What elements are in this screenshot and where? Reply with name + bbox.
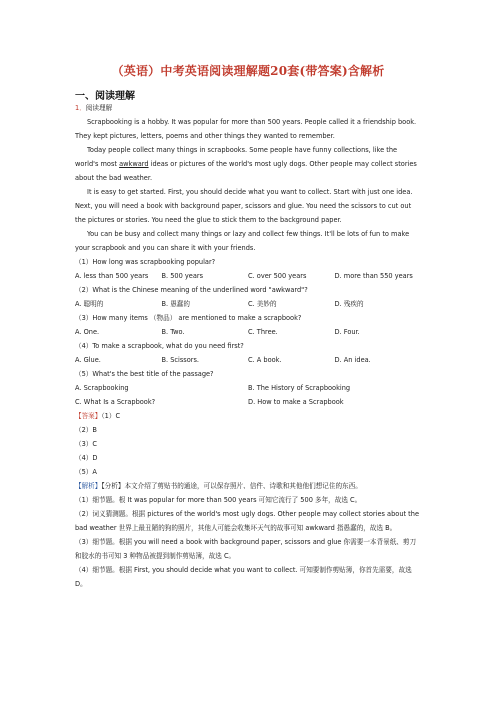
answer-item: （2）B [75,426,97,434]
option: A. One. [75,328,100,336]
option: A. 聪明的 [75,300,104,308]
option: D. An idea. [334,356,371,364]
explanation: （2）词义猜测题。根据 pictures of the world's most ugly dogs. Other people may collect stories about the bad weather 世界上最丑陋的狗的照片，其他人可能会收集坏天气的故事可知 awkward 指愚蠢的，故选 B。 [75,510,419,532]
option: B. Two. [161,328,185,336]
option: C. 美妙的 [248,300,277,308]
passage-paragraph: You can be busy and collect many things or lazy and collect few things. It'll be lots of fun to make your scrapbook and you can share it with your friends. [75,230,410,252]
question-number: 1． [75,104,86,112]
answer-line [75,409,421,423]
answer-label: 【答案】 [75,412,102,420]
question-text: （5）What's the best title of the passage? [75,370,214,378]
question-text: （1）How long was scrapbooking popular? [75,258,216,266]
page-title: （英语）中考英语阅读理解题20套(带答案)含解析 [111,64,385,78]
document-body [75,101,421,591]
question-text: （2）What is the Chinese meaning of the underlined word "awkward"? [75,286,308,294]
section-heading: 一、阅读理解 [75,91,135,102]
analysis-label: 【解析】 [75,482,102,490]
option: C. over 500 years [248,272,307,280]
analysis-intro: 【分析】本文介绍了剪贴书的通途，可以保存照片、信件、诗歌和其他他们想记住的东西。 [101,482,362,490]
option: D. 残疾的 [334,300,364,308]
option: D. How to make a Scrapbook [248,398,344,406]
explanation: （1）细节题。根 It was popular for more than 500 years 可知它流行了 500 多年，故选 C。 [75,496,362,504]
question-header [75,101,421,115]
option: C. What Is a Scrapbook? [75,398,156,406]
option-row [75,325,421,339]
option-row [75,269,421,283]
question-text: （3）How many items （物品） are mentioned to make a scrapbook? [75,314,302,322]
explanation: （4）细节题。根据 First, you should decide what you want to collect. 可知要制作剪贴簿，你首先需要，故选 D。 [75,566,412,588]
answer-item: （5）A [75,468,97,476]
answer-item: （4）D [75,454,98,462]
passage-paragraph: Today people collect many things in scrapbooks. Some people have funny collections, like the world's most awkward ideas or pictures of the world's most ugly dogs. Other people may collect stories about the bad weather. [75,146,417,182]
option: C. A book. [248,356,282,364]
option: B. 愚蠢的 [161,300,190,308]
answer-item: （3）C [75,440,97,448]
passage-paragraph: It is easy to get started. First, you should decide what you want to collect. Start with just one idea. Next, you will need a book with background paper, scissors and glue. You need the scissors to cut out the pictures or stories. You need the glue to stick them to the background paper. [75,188,413,224]
option: D. more than 550 years [334,272,413,280]
question-label: 阅读理解 [85,104,113,112]
option: A. Glue. [75,356,101,364]
option-row [75,381,421,395]
question-text: （4）To make a scrapbook, what do you need first? [75,342,244,350]
underlined-word: awkward [119,160,149,168]
answer-item: （1）C [101,412,121,420]
option: D. Four. [334,328,360,336]
analysis-line [75,479,421,493]
option: A. Scrapbooking [75,384,129,392]
explanation: （3）细节题。根据 you will need a book with background paper, scissors and glue 你需要一本背景纸、剪刀和胶水的书可知 3 种物品被提到制作剪贴簿，故选 C。 [75,538,417,560]
option: A. less than 500 years [75,272,149,280]
option: B. Scissors. [161,356,200,364]
passage-paragraph: Scrapbooking is a hobby. It was popular for more than 500 years. People called it a friendship book. They kept pictures, letters, poems and other things they wanted to remember. [75,118,417,140]
option: C. Three. [248,328,278,336]
option: B. The History of Scrapbooking [248,384,351,392]
option-row [75,353,421,367]
option: B. 500 years [161,272,204,280]
option-row [75,395,421,409]
option-row [75,297,421,311]
